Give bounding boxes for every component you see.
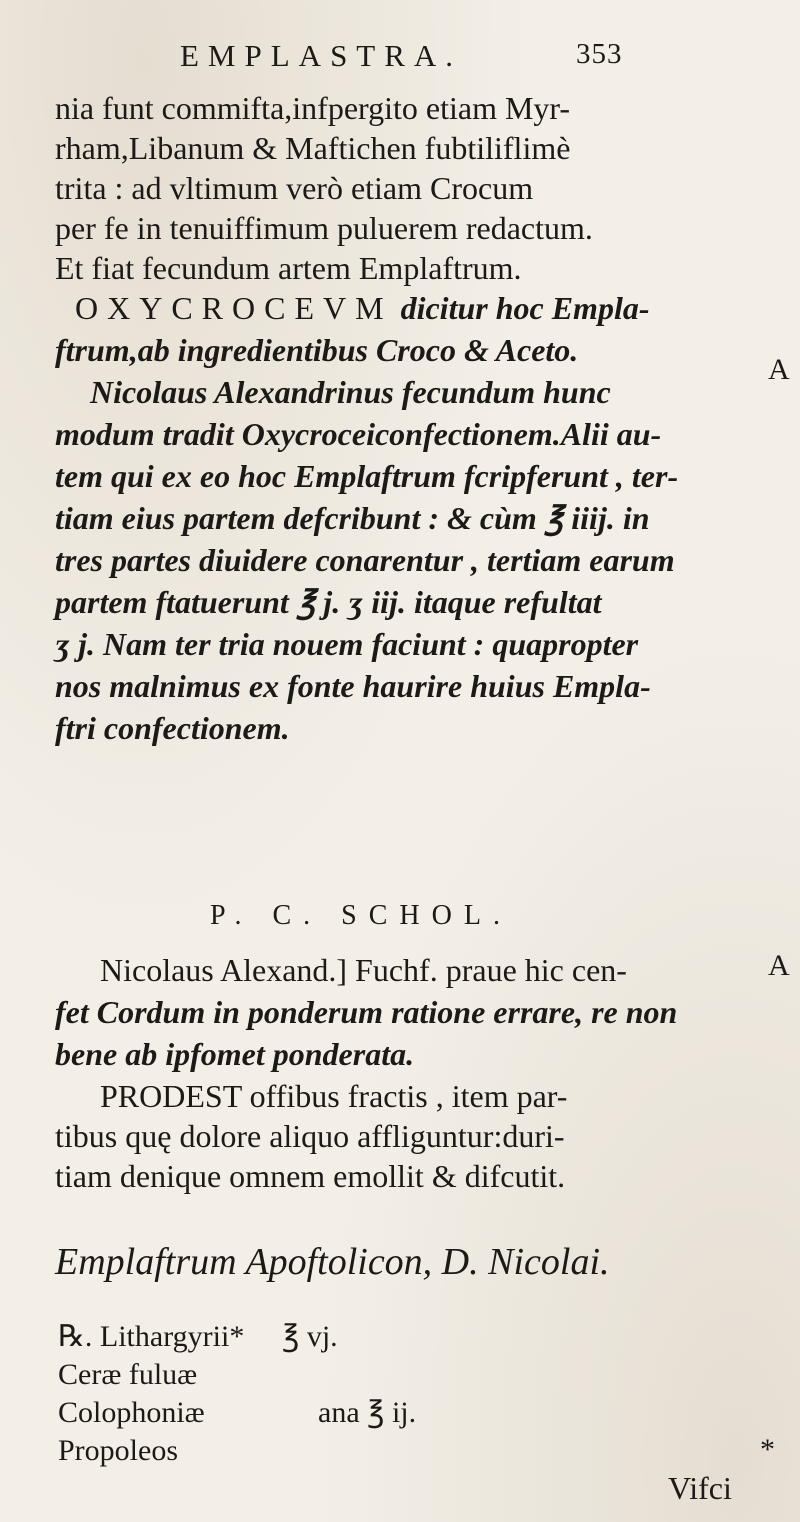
text-line: per fe in tenuiffimum puluerem redactum.: [55, 210, 593, 246]
scholion-line: fet Cordum in ponderum ratione errare, re non: [55, 994, 678, 1030]
recipe-title: Emplaftrum Apoftolicon, D. Nicolai.: [55, 1241, 610, 1283]
star-mark: *: [760, 1433, 775, 1466]
text-line: nos malnimus ex fonte haurire huius Empla-: [55, 668, 651, 704]
margin-letter: A: [768, 353, 790, 386]
text-line: rham,Libanum & Maftichen fubtiliflimè: [55, 130, 571, 166]
text-line: trita : ad vltimum verò etiam Crocum: [55, 170, 534, 206]
scholion-line: PRODEST offibus fractis , item par-: [100, 1078, 568, 1114]
text-line: modum tradit Oxycroceiconfectionem.Alii au-: [55, 416, 662, 452]
recipe-amount: ℥ vj.: [282, 1320, 338, 1353]
margin-letter: A: [768, 949, 790, 982]
scholion-line: tiam denique omnem emollit & difcutit.: [55, 1158, 566, 1194]
page-number: 353: [576, 38, 623, 70]
oxycroceum-first-line-rest: dicitur hoc Empla-: [392, 290, 650, 326]
oxycroceum-smallcaps: OXYCROCEVM: [75, 290, 393, 326]
catchword: Vifci: [668, 1470, 732, 1506]
running-header: [180, 38, 623, 78]
oxycroceum-first-line: [75, 288, 649, 328]
recipe-ingredient: Propoleos: [58, 1434, 178, 1467]
text-line: ftri confectionem.: [55, 710, 290, 746]
scholion-line: tibus quę dolore aliquo affliguntur:duri-: [55, 1118, 565, 1154]
text-line: ftrum,ab ingredientibus Croco & Aceto.: [55, 332, 579, 368]
recipe-ingredient: Colophoniæ: [58, 1396, 205, 1429]
header-title: EMPLASTRA.: [180, 38, 463, 73]
text-line: Et fiat fecundum artem Emplaftrum.: [55, 250, 522, 286]
text-line: tiam eius partem defcribunt : & cùm ℥ iiij. in: [55, 500, 650, 536]
recipe-amount: ana ℥ ij.: [318, 1396, 417, 1429]
recipe-ingredient: ℞. Lithargyrii*: [58, 1320, 245, 1353]
text-line: tem qui ex eo hoc Emplaftrum fcripferunt , ter-: [55, 458, 679, 494]
scholion-line: bene ab ipfomet ponderata.: [55, 1036, 415, 1072]
scholion-line: Nicolaus Alexand.] Fuchf. praue hic cen-: [100, 952, 627, 988]
recipe-ingredient: Ceræ fuluæ: [58, 1358, 198, 1391]
text-line: partem ftatuerunt ℥ j. ʒ iij. itaque refultat: [55, 584, 602, 620]
text-line: tres partes diuidere conarentur , tertiam earum: [55, 542, 675, 578]
text-line: nia funt commifta,infpergito etiam Myr-: [55, 90, 571, 126]
text-line: Nicolaus Alexandrinus fecundum hunc: [90, 374, 611, 410]
section-heading: P. C. SCHOL.: [210, 900, 512, 931]
text-line: ʒ j. Nam ter tria nouem faciunt : quapropter: [55, 626, 639, 662]
